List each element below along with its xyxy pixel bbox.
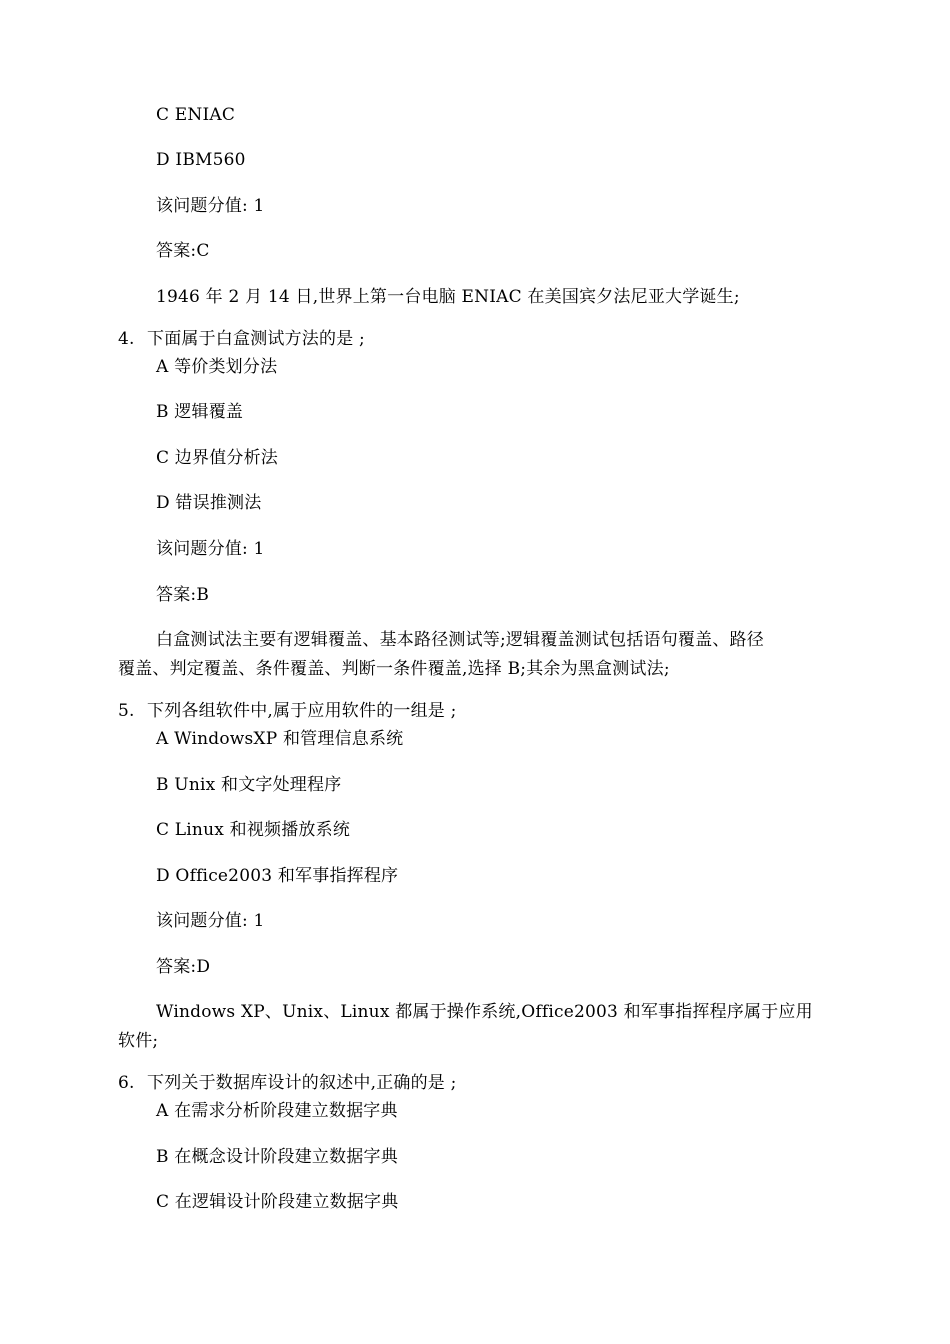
q4-explanation-line2: 覆盖、判定覆盖、条件覆盖、判断一条件覆盖,选择 B;其余为黑盒测试法; <box>118 659 670 679</box>
q4-score: 该问题分值: 1 <box>156 539 265 559</box>
q5-option-b: B Unix 和文字处理程序 <box>156 775 342 795</box>
q4-number: 4. <box>118 329 135 349</box>
q4-option-b: B 逻辑覆盖 <box>156 402 244 422</box>
q3-explanation: 1946 年 2 月 14 日,世界上第一台电脑 ENIAC 在美国宾夕法尼亚大学诞生; <box>156 287 740 307</box>
q4-option-d: D 错误推测法 <box>156 493 262 513</box>
q5-explanation-line2: 软件; <box>118 1031 159 1051</box>
q5-number: 5. <box>118 701 135 721</box>
q6-number: 6. <box>118 1073 135 1093</box>
q5-score: 该问题分值: 1 <box>156 911 265 931</box>
q5-explanation-line1: Windows XP、Unix、Linux 都属于操作系统,Office2003 和军事指挥程序属于应用 <box>156 1002 813 1022</box>
q4-explanation-line1: 白盒测试法主要有逻辑覆盖、基本路径测试等;逻辑覆盖测试包括语句覆盖、路径 <box>156 630 764 650</box>
q6-option-c: C 在逻辑设计阶段建立数据字典 <box>156 1192 399 1212</box>
q3-option-c: C ENIAC <box>156 105 236 125</box>
q5-option-a: A WindowsXP 和管理信息系统 <box>156 729 404 749</box>
q6-option-a: A 在需求分析阶段建立数据字典 <box>156 1101 398 1121</box>
q4-answer: 答案:B <box>156 585 210 605</box>
q3-option-d: D IBM560 <box>156 150 246 170</box>
q5-question: 下列各组软件中,属于应用软件的一组是 ; <box>147 701 457 721</box>
q6-option-b: B 在概念设计阶段建立数据字典 <box>156 1147 398 1167</box>
q3-answer: 答案:C <box>156 241 210 261</box>
q5-answer: 答案:D <box>156 957 211 977</box>
q4-option-c: C 边界值分析法 <box>156 448 279 468</box>
q6-question: 下列关于数据库设计的叙述中,正确的是 ; <box>147 1073 457 1093</box>
q5-option-c: C Linux 和视频播放系统 <box>156 820 351 840</box>
q3-score: 该问题分值: 1 <box>156 196 265 216</box>
q5-option-d: D Office2003 和军事指挥程序 <box>156 866 399 886</box>
q4-option-a: A 等价类划分法 <box>156 357 278 377</box>
q4-question: 下面属于白盒测试方法的是 ; <box>147 329 365 349</box>
